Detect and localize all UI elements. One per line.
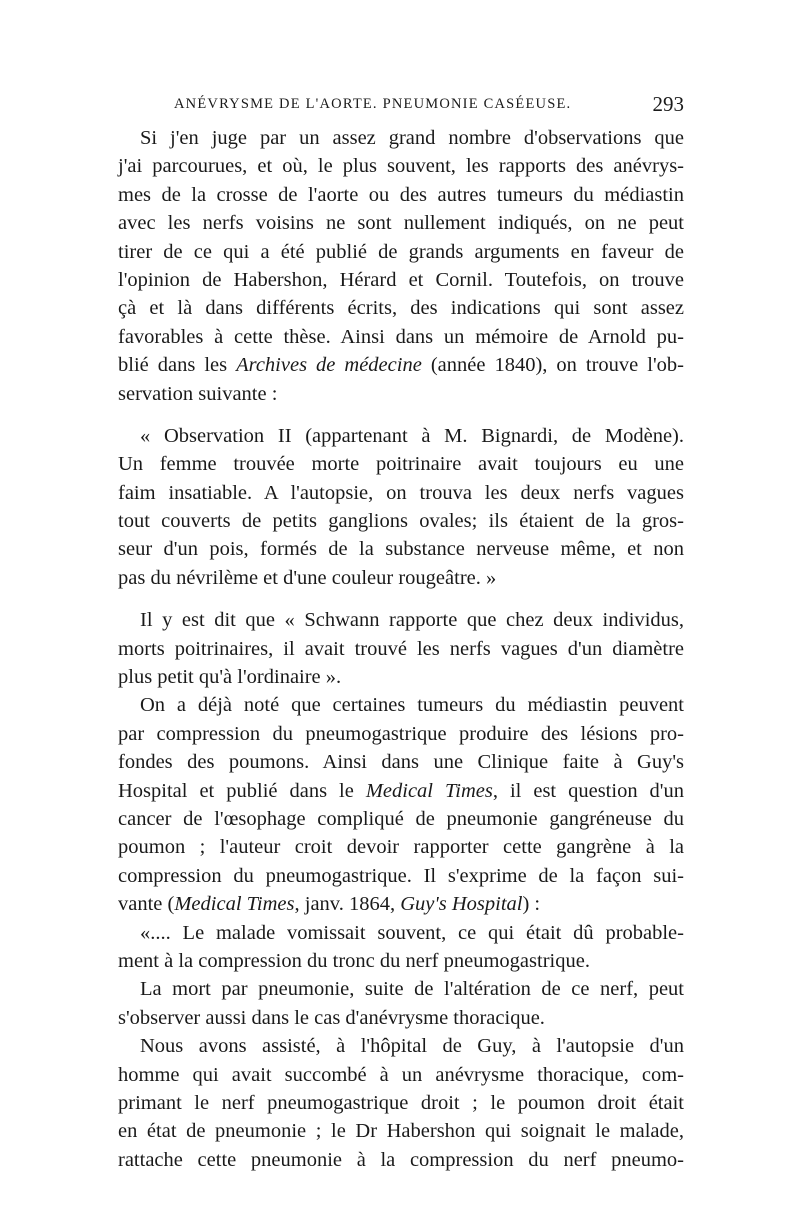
text-line: cancer de l'œsophage compliqué de pneumonie gangréneuse du [118, 807, 684, 830]
text-line: primant le nerf pneumogastrique droit ; le poumon droit était [118, 1091, 684, 1114]
book-page [118, 92, 684, 1174]
text-line: ment à la compression du tronc du nerf pneumogastrique. [118, 949, 590, 972]
text-line: tout couverts de petits ganglions ovales; ils étaient de la gros- [118, 510, 684, 533]
paragraph-5-quotation [118, 919, 684, 976]
paragraph-6 [118, 975, 684, 1032]
text-line: morts poitrinaires, il avait trouvé les nerfs vagues d'un diamètre [118, 637, 684, 660]
text-line: favorables à cette thèse. Ainsi dans un mémoire de Arnold pu- [118, 325, 684, 348]
text-line: La mort par pneumonie, suite de l'altération de ce nerf, peut [140, 978, 684, 1001]
text-line: servation suivante : [118, 382, 278, 405]
text-line: s'observer aussi dans le cas d'anévrysme thoracique. [118, 1006, 545, 1029]
text-line [118, 890, 684, 918]
text-line: Un femme trouvée morte poitrinaire avait toujours eu une [118, 453, 684, 476]
journal-title-medical-times: Medical Times [365, 779, 493, 802]
paragraph-2-quotation [118, 422, 684, 592]
text-run: blié dans les [118, 354, 237, 377]
text-line: faim insatiable. A l'autopsie, on trouva les deux nerfs vagues [118, 481, 684, 504]
text-line: rattache cette pneumonie à la compression du nerf pneumo- [118, 1148, 684, 1171]
text-line: mes de la crosse de l'aorte ou des autres tumeurs du médiastin [118, 183, 684, 206]
text-run: , janv. 1864, [294, 893, 401, 916]
text-run: , il est question d'un [492, 779, 685, 802]
text-run: ) : [522, 893, 541, 916]
paragraph-3 [118, 606, 684, 691]
text-line [118, 351, 684, 379]
journal-title-archives: Archives de médecine [236, 354, 422, 377]
text-line: fondes des poumons. Ainsi dans une Clinique faite à Guy's [118, 751, 684, 774]
text-line: pas du névrilème et d'une couleur rougeâtre. » [118, 566, 497, 589]
text-line: homme qui avait succombé à un anévrysme thoracique, com- [118, 1063, 684, 1086]
text-line: Si j'en juge par un assez grand nombre d'observations que [140, 127, 684, 149]
text-line: tirer de ce qui a été publié de grands arguments en faveur de [118, 240, 684, 263]
text-line: compression du pneumogastrique. Il s'exprime de la façon sui- [118, 864, 684, 887]
source-guys-hospital: Guy's Hospital [400, 893, 523, 916]
text-line: l'opinion de Habershon, Hérard et Cornil. Toutefois, on trouve [118, 268, 684, 291]
text-line: «.... Le malade vomissait souvent, ce qui était dû probable- [140, 921, 684, 944]
text-run: vante ( [118, 893, 175, 916]
text-line: On a déjà noté que certaines tumeurs du médiastin peuvent [140, 694, 684, 717]
text-run: (année 1840), on trouve l'ob- [421, 354, 684, 377]
page-number: 293 [652, 92, 684, 116]
text-line [118, 777, 684, 805]
text-line: par compression du pneumogastrique produire des lésions pro- [118, 722, 684, 745]
text-line: en état de pneumonie ; le Dr Habershon qui soignait le malade, [118, 1120, 684, 1143]
paragraph-7 [118, 1032, 684, 1174]
text-line: Nous avons assisté, à l'hôpital de Guy, à l'autopsie d'un [140, 1035, 684, 1058]
text-run: Hospital et publié dans le [118, 779, 366, 802]
running-title: ANÉVRYSME DE L'AORTE. PNEUMONIE CASÉEUSE. [174, 96, 572, 112]
text-line: poumon ; l'auteur croit devoir rapporter cette gangrène à la [118, 836, 684, 859]
running-header [118, 92, 684, 118]
text-line: « Observation II (appartenant à M. Bignardi, de Modène). [140, 424, 684, 447]
text-line: avec les nerfs voisins ne sont nullement indiqués, on ne peut [118, 212, 684, 235]
text-line: çà et là dans différents écrits, des indications qui sont assez [118, 297, 684, 320]
paragraph-1 [118, 124, 684, 408]
journal-title-medical-times: Medical Times [174, 893, 295, 916]
text-line: plus petit qu'à l'ordinaire ». [118, 666, 342, 689]
paragraph-4 [118, 691, 684, 918]
text-line: Il y est dit que « Schwann rapporte que chez deux individus, [140, 609, 684, 632]
text-line: seur d'un pois, formés de la substance nerveuse même, et non [118, 538, 684, 561]
text-line: j'ai parcourues, et où, le plus souvent, les rapports des anévrys- [118, 155, 684, 178]
